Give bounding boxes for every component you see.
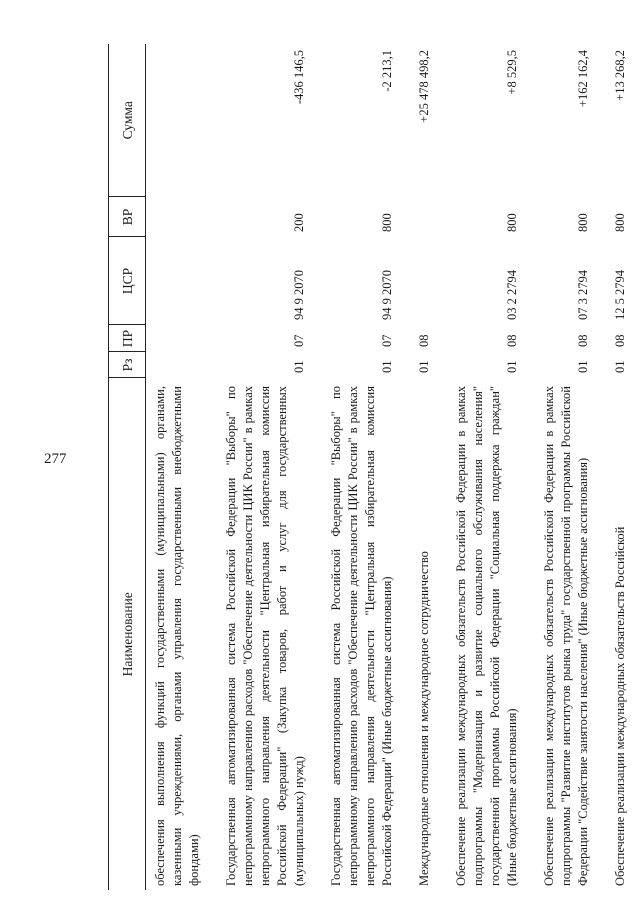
row-rz: 01 <box>576 360 590 373</box>
header-vr: ВР <box>109 197 146 237</box>
row-vr: 800 <box>505 213 519 232</box>
row-csr <box>146 237 214 325</box>
table-row <box>406 44 443 890</box>
row-vr: 800 <box>613 213 627 232</box>
rotated-page-content <box>108 44 627 890</box>
row-csr <box>406 237 443 325</box>
row-sum <box>146 44 214 197</box>
row-pr <box>146 325 214 352</box>
row-name: Государственная автоматизированная система Российской Федерации "Выборы" по непрограммному направлению расходов "Обеспечение деятельности ЦИК России" в рамках непрограммного направления деятельности "Центральная избирательная комиссия Российской Федерации" (Иные бюджетные ассигнования) <box>329 386 394 886</box>
row-pr: 08 <box>576 334 590 347</box>
table-row <box>531 44 602 890</box>
row-sum: +25 478 498,2 <box>417 50 431 123</box>
table-row <box>443 44 531 890</box>
row-vr: 800 <box>380 213 394 232</box>
row-name: Обеспечение реализации международных обязательств Российской Федерации в рамках подпрограммы "Развитие институтов рынка труда" государственной программы Российской Федерации "Содействие занятости населения" (Иные бюджетные ассигнования) <box>542 386 590 886</box>
row-name: Обеспечение реализации международных обязательств Российской <box>613 526 627 886</box>
row-rz: 01 <box>505 360 519 373</box>
header-name: Наименование <box>109 378 146 890</box>
row-rz: 01 <box>613 360 627 373</box>
row-name: обеспечения выполнения функций государственными (муниципальными) органами, казенными учреждениями, органами управления государственными внебюджетными фондами) <box>153 386 201 886</box>
header-rz: Рз <box>109 352 146 378</box>
row-name: Государственная автоматизированная система Российской Федерации "Выборы" по непрограммному направлению расходов "Обеспечение деятельности ЦИК России" в рамках непрограммного направления деятельности "Центральная избирательная комиссия Российской Федерации" (Закупка товаров, работ и услуг для государственных (муниципальных) нужд) <box>224 386 306 886</box>
row-pr: 08 <box>417 334 431 347</box>
header-pr: ПР <box>109 325 146 352</box>
table-header-row <box>109 44 146 890</box>
row-name: Обеспечение реализации международных обязательств Российской Федерации в рамках подпрограммы "Модернизация и развитие социального обслуживания населения" государственной программы Российской Федерации "Социальная поддержка граждан" (Иные бюджетные ассигнования) <box>454 386 519 886</box>
row-rz: 01 <box>292 360 306 373</box>
table-row <box>318 44 406 890</box>
row-vr: 800 <box>576 213 590 232</box>
page-number: 277 <box>44 451 67 467</box>
row-csr: 94 9 2070 <box>292 270 306 320</box>
row-sum: -2 213,1 <box>380 50 394 92</box>
header-sum: Сумма <box>109 44 146 197</box>
row-pr: 07 <box>292 334 306 347</box>
row-rz: 01 <box>380 360 394 373</box>
row-csr: 12 5 2794 <box>613 270 627 320</box>
budget-table <box>108 44 639 890</box>
row-sum: -436 146,5 <box>292 50 306 105</box>
row-sum: +13 268,2 <box>613 50 627 101</box>
row-vr: 200 <box>292 213 306 232</box>
table-row <box>602 44 639 890</box>
row-pr: 07 <box>380 334 394 347</box>
row-csr: 07 3 2794 <box>576 270 590 320</box>
row-csr: 94 9 2070 <box>380 270 394 320</box>
row-rz <box>146 352 214 378</box>
row-sum: +8 529,5 <box>505 50 519 95</box>
row-name: Международные отношения и международное сотрудничество <box>417 551 431 886</box>
table-row <box>146 44 214 890</box>
row-rz: 01 <box>417 360 431 373</box>
table-row <box>213 44 318 890</box>
row-csr: 03 2 2794 <box>505 270 519 320</box>
row-pr: 08 <box>505 334 519 347</box>
row-vr <box>146 197 214 237</box>
row-sum: +162 162,4 <box>576 50 590 108</box>
row-vr <box>406 197 443 237</box>
row-pr: 08 <box>613 334 627 347</box>
header-csr: ЦСР <box>109 237 146 325</box>
